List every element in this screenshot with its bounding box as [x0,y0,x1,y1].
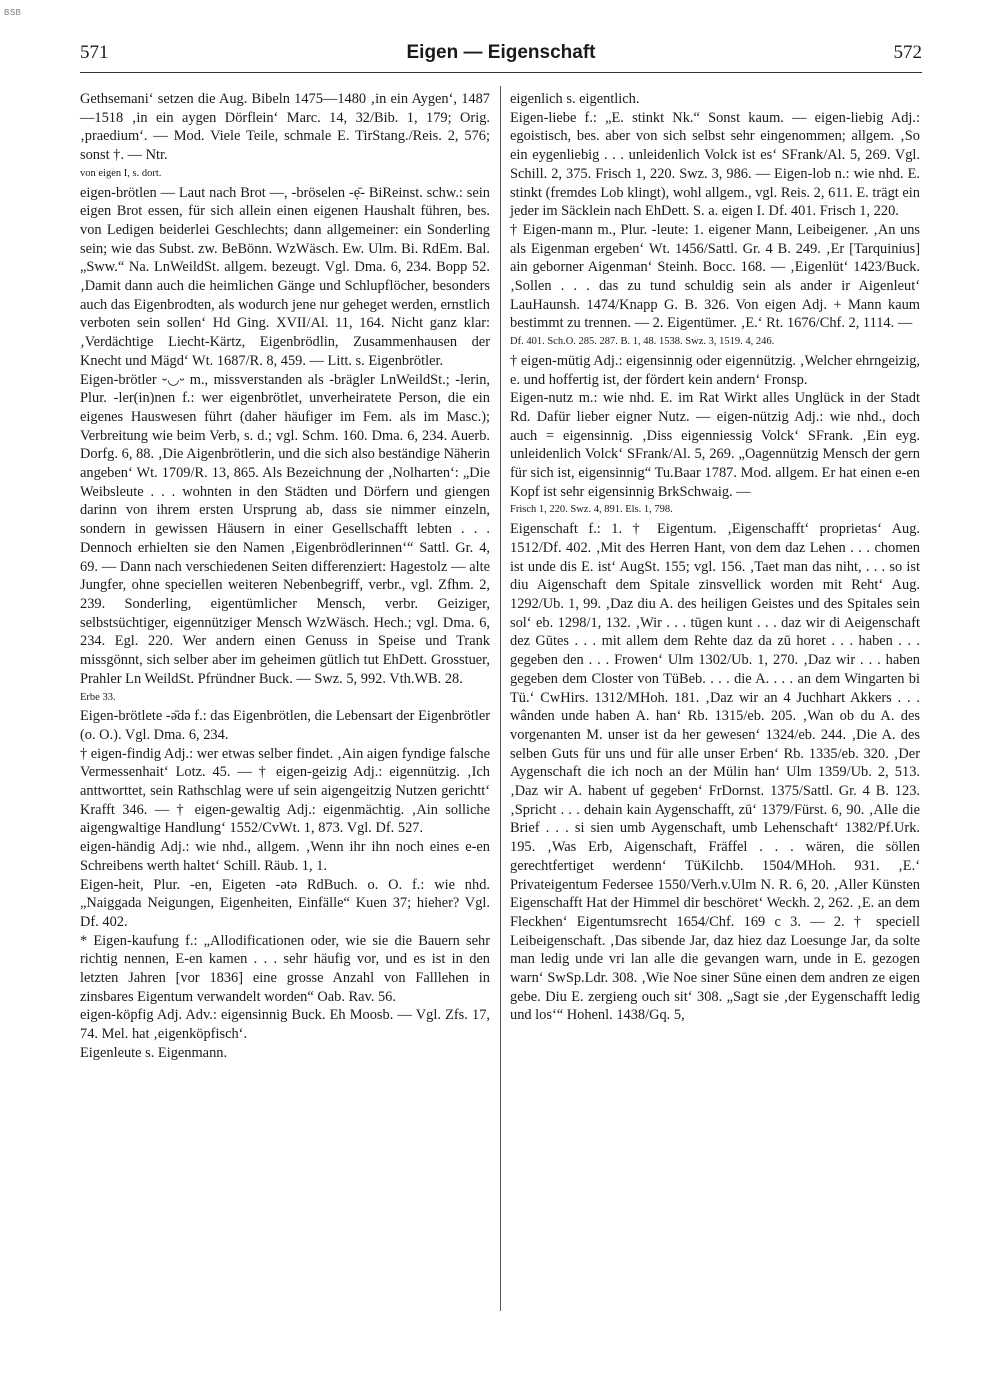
entry-reference: Frisch 1, 220. Swz. 4, 891. Els. 1, 798. [510,504,673,516]
page-title: Eigen — Eigenschaft [406,42,596,63]
entry-eigenkoepfig: eigen-köpfig Adj. Adv.: eigensinnig Buck. Eh Moosb. — Vgl. Zfs. 17, 74. Mel. hat ‚eigenköpfisch‘. [80,1007,490,1043]
entry-eigenleute: Eigenleute s. Eigenmann. [80,1044,228,1061]
left-column [80,90,490,1063]
entry-eigenmann: † Eigen-mann m., Plur. -leute: 1. eigener Mann, Leibeigener. ‚An uns als Eigenman ergeben‘ Wt. 1456/Sattl. Gr. 4 B. 249. ‚Er [Tarquinius] ain geborner Aigenman‘ Steinh. Bocc. 168. — ‚Eigenlüt‘ 1423/Buck. ‚Sollen . . . das zu tund schuldig sein als ander ir Aigenleut‘ LauHaunsh. 1474/Knapp G. B. 326. Von eigen Adj. + Mann kaum bestimmt zu trennen. — 2. Eigentümer. ‚E.‘ Rt. 1676/Chf. 2, 1114. — [510,221,920,332]
entry-eigenlich: eigenlich s. eigentlich. [510,91,640,107]
page-number-left: 571 [80,42,109,63]
entry-continuation: Gethsemani‘ setzen die Aug. Bibeln 1475—1480 ‚in ein Aygen‘, 1487—1518 ‚in ein aygen Dörflein‘ Marc. 14, 32/Bib. 1, 179; Orig. ‚praedium‘. — Mod. Viele Teile, schmale E. TirStang./Reis. 2, 576; sonst †. — Ntr. [80,91,490,164]
entry-eigennutz: Eigen-nutz m.: wie nhd. E. im Rat Wirkt alles Unglück in der Stadt Rd. Dafür lieber eigner Nutz. — eigen-nützig Adj.: wie nhd., doch auch = eigensinnig. ‚Diss eigenniessig Volck‘ SFrank. ‚Ein eyg. unleidenlich Volck‘ SFrank/Al. 5, 269. „Oagennützig Mensch der gern für sich ist, eigensinnig“ Tu.Baar 1787. Mod. allgem. Er hat einen e-en Kopf ist sehr eigensinnig BrkSchwaig. — [510,390,920,500]
entry-eigenheit: Eigen-heit, Plur. -en, Eigeten -ətə RdBuch. o. O. f.: wie nhd. „Naiggada Neigungen, Eigenheiten, Einfälle“ Kuen 37; hieher? Vgl. Df. 402. [80,876,490,930]
entry-eigenbroetler: Eigen-brötler ⏑◡⏑ m., missverstanden als -brägler LnWeildSt.; -lerin, Plur. -ler(in)nen f.: wer eigenbrötlet, unverheiratete Person, die ein eigenes Hauswesen führt (daher häufiger im Fem. als im Masc.); Verbreitung wie beim Verb, s. d.; vgl. Schm. 160. Dma. 6, 234. Auerb. Dorfg. 6, 88. ‚Die Aigenbrötlerin, und die sich also beständige Näherin angeben‘ Wt. 1709/R. 13, 865. Als Bezeichnung der ‚Nolharten‘: „Die Weibsleute . . . wohnten in den Städten und Dörfern und giengen darinn von ihrem ersten Ursprung ab, dass sie nimmer einzeln, sondern in gewissen Häusern in einer Gesellschafft lebten . . . Dennoch erhielten sie den Namen ‚Eigenbrödlerinnen‘“ Sattl. Gr. 4, 69. — Dann nach verschiedenen Seiten differenziert: Hagestolz — alte Jungfer, ohne speciellen weiteren Nebenbegriff, verbr., vgl. Zfhm. 2, 239. Sonderling, eigentümlicher Mensch, verbr. Geiziger, selbstsüchtiger, eigennütziger Mensch WzWäsch. Hech.; vgl. Dma. 6, 234. Egl. 220. Wer andern einen Genuss in Speise und Trank missgönnt, sich selber aber im geheimen gütlich tut EhDett. Grosstuer, Prahler Ln WeildSt. Pfründner Buck. — Swz. 5, 992. Vth.WB. 28. [80,371,490,687]
column-separator [500,86,501,1311]
header-rule [80,72,922,73]
entry-reference: von eigen I, s. dort. [80,167,162,179]
right-column [510,90,920,1025]
entry-eigenbroetlete: Eigen-brötlete -ə̄də f.: das Eigenbrötlen, die Lebensart der Eigenbrötler (o. O.). Vgl. Dma. 6, 234. [80,708,490,743]
entry-eigenfindig: † eigen-findig Adj.: wer etwas selber findet. ‚Ain aigen fyndige falsche Vermessenhait‘ Lotz. 45. — † eigen-geizig Adj.: eigennützig. ‚Ich anttworttet, sein Rathschlag were uf sein aigengeitzig Nutzen gerichtt‘ Krafft 346. — † eigen-gewaltig Adj.: eigenmächtig. ‚Ain solliche aigengwaltige Handlung‘ 1552/CvWt. 1, 873. Vgl. Df. 527. [80,745,490,837]
entry-reference: Erbe 33. [80,691,116,703]
entry-eigenmuetig: † eigen-mütig Adj.: eigensinnig oder eigennützig. ‚Welcher ehrngeizig, e. und hoffertig ist, der fördert kein andern‘ Fronsp. [510,352,920,388]
entry-reference: Df. 401. Sch.O. 285. 287. B. 1, 48. 1538. Swz. 3, 1519. 4, 246. [510,336,775,348]
running-header [80,42,922,72]
entry-eigenkaufung: * Eigen-kaufung f.: „Allodificationen oder, wie sie die Bauern sehr richtig nennen, E-en kamen . . . sehr häufig vor, und es ist in den letzten Jahren [vor 1836] eine grosse Anzahl von Falllehen in zinsbares Eigentum verwandelt worden“ Oab. Rav. 56. [80,932,490,1005]
entry-eigenliebe: Eigen-liebe f.: „E. stinkt Nk.“ Sonst kaum. — eigen-liebig Adj.: egoistisch, bes. aber von sich selbst sehr eingenommen; allgem. ‚So ein eygenliebig . . . unleidenlich Volck ist es‘ SFrank/Al. 5, 269. Vgl. Schill. 2, 375. Frisch 1, 220. Swz. 3, 986. — Eigen-lob n.: wie nhd. E. stinkt (fremdes Lob klingt), wohl allgem., vgl. Reis. 2, 611. E. trägt ein jeder im Säcklein nach EhDett. S. a. eigen I. Df. 401. Frisch 1, 220. [510,109,920,220]
entry-eigenbroetlen: eigen-brötlen — Laut nach Brot —, -bröselen -ẹ̄- BiReinst. schw.: sein eigen Brot essen, für sich allein einen eigenen Haushalt führen, bes. von Ledigen beiderlei Geschlechts; dann allgemeiner: ein Sonderling sein; wie das Subst. zw. BeBönn. WzWäsch. Ew. Ulm. Bi. RdEm. Bal. „Sww.“ Na. LnWeildSt. allgem. bezeugt. Vgl. Dma. 6, 234. Bopp 52. ‚Damit dann auch die heimlichen Gänge und Schlupflöcher, besonders auch das Eigenbrodten, als wodurch jene nur geheget werden, ernstlich verboten sein sollen‘ Hd Ging. XVII/Al. 11, 164. Nicht ganz klar: ‚Verdächtige Liecht-Kärtz, Eigenbrödlin, Zusammenhausen der Knecht und Mägd‘ Wt. 1687/R. 8, 459. — Litt. s. Eigenbrötler. [80,184,490,369]
library-stamp: BSB [4,8,22,17]
entry-eigenhaendig: eigen-händig Adj.: wie nhd., allgem. ‚Wenn ihr ihn noch eines e-en Schreibens werth haltet‘ Schill. Räub. 1, 1. [80,839,490,874]
entry-eigenschaft: Eigenschaft f.: 1. † Eigentum. ‚Eigenschafft‘ proprietas‘ Aug. 1512/Df. 402. ‚Mit des Herren Hant, von dem daz Lehen . . . chomen ist unde dis E. ist‘ AugSt. 155; vgl. 156. ‚Taet man das niht, . . . so ist diu Aigenschaft dem Spitale zinsvellick worden mit Reht‘ Aug. 1292/Ub. 1, 99. ‚Daz diu A. des heiligen Geistes und des Spitales sein sol‘ eb. 1298/1, 132. ‚Wir . . . tūgen kunt . . . daz wir di Aeigenschaft dez Gūtes . . . mit allem dem Rehte daz da zū horet . . . haben . . . gegeben den . . . Frowen‘ Ulm 1302/Ub. 1, 270. ‚Daz wir . . . haben gegeben dem Closter von TüBeb. . . . die A. . . . an dem Wingarten bi Tü.‘ CwHirs. 1312/MHoh. 181. ‚Daz wir an 4 Juchhart Akkers . . . wânden unde haben A. han‘ Rb. 1315/eb. 205. ‚Wan ob du A. des vorgenanten M. unser ist da her gewesen‘ 1324/eb. 244. ‚Die A. des selben Guts für uns und für alle unser Erben‘ Rb. 1335/eb. 320. ‚Der Aygenschaft die ich noch an der Mülin han‘ Ulm 1359/Ub. 2, 513. ‚Daz wir A. habent uf gegeben‘ FrDornst. 1375/Sattl. Gr. 4 B. 123. ‚Spricht . . . dehain kain Aygenschafft, zū‘ 1379/Fürst. 6, 90. ‚Alle die Brief . . . si sien umb Aygenschaft, umb Lehenschaft‘ 1382/Pf.Urk. 195. ‚Was Erb, Aigenschaft, Fräffel . . . wären, die söllen gerechtfertiget werdenn‘ TüKilchb. 1504/MHoh. 931. ‚E.‘ Privateigentum Federsee 1550/Verh.v.Ulm N. R. 6, 20. ‚Aller Künsten Eigenschafft Hat der Himmel dir beschöret‘ Weckh. 2, 262. ‚E. an dem Fleckhen‘ Eigentumsrecht 1654/Chf. 169 c 3. — 2. † speciell Leibeigenschaft. ‚Das sibende Jar, daz hiez daz Loesunge Jar, da solte man ledig unde vri lan alle die gevangen warn, unde in E. gezogen warn‘ SwSp.Ldr. 308. ‚Wie Noe siner Sūne einen dem andren ze eigen gebe. Diu E. zergieng ouch sit‘ 308. „Sagt sie ‚der Eygenschafft ledig und los‘“ Hohenl. 1438/Gq. 5, [510,521,920,1024]
page-number-right: 572 [893,42,922,63]
